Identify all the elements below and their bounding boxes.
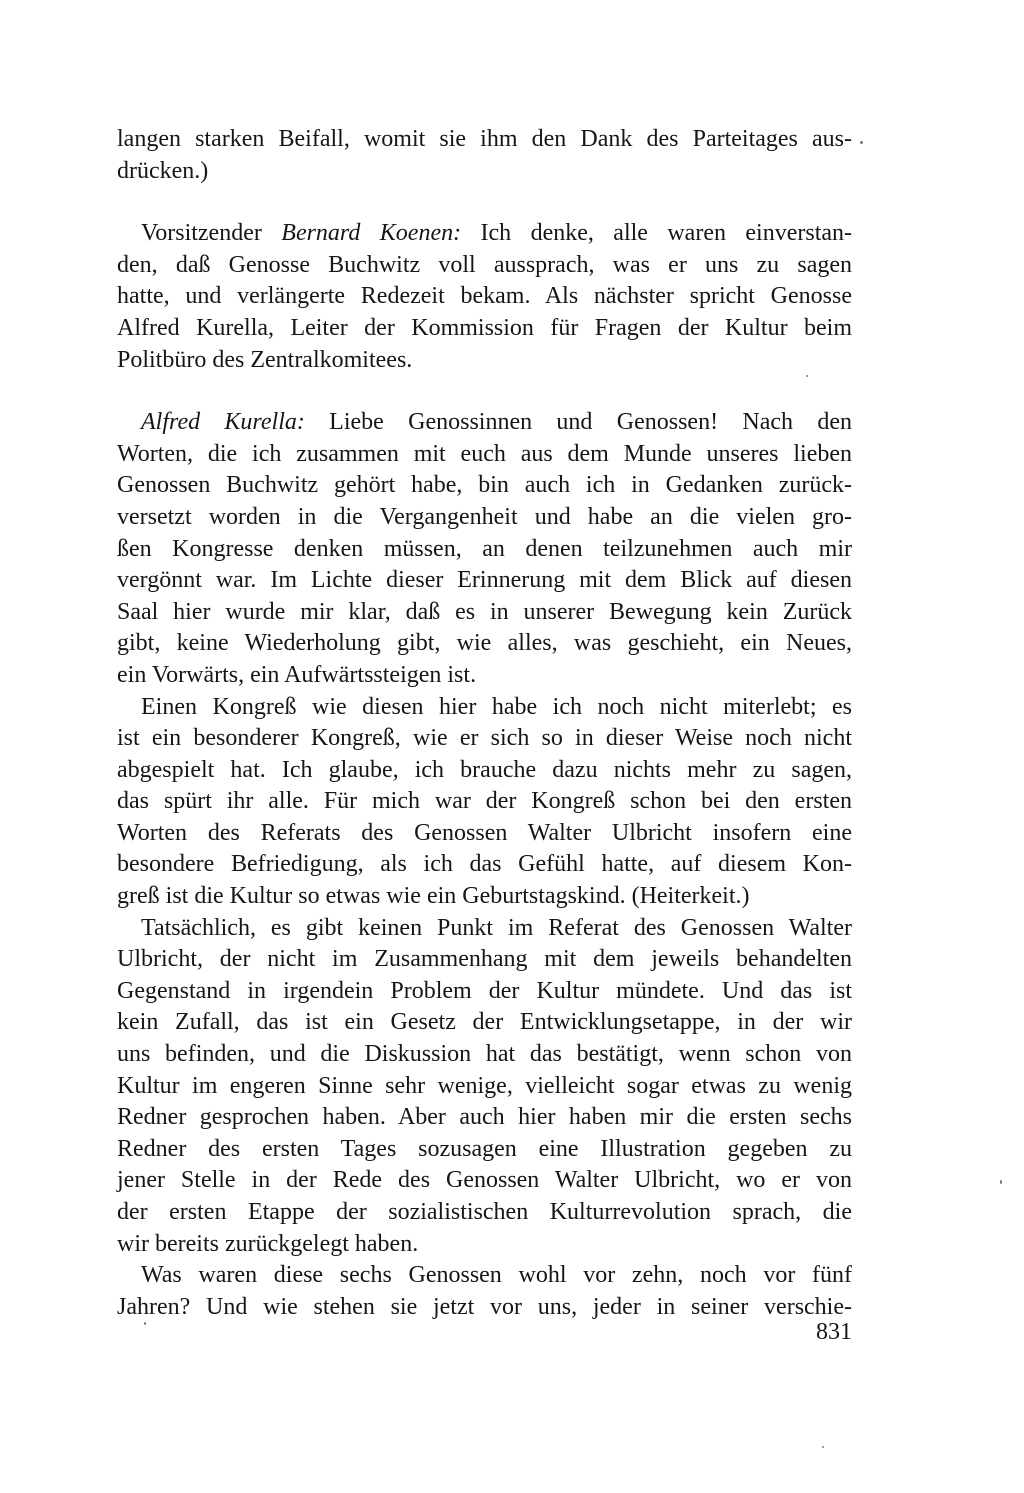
paragraph (117, 1260, 852, 1323)
text-line: das spürt ihr alle. Für mich war der Kongreß schon bei den ersten (117, 788, 852, 815)
scan-speck (822, 1446, 824, 1448)
text-line: Alfred Kurella: Liebe Genossinnen und Genossen! Nach den (141, 409, 852, 436)
text-line: Ulbricht, der nicht im Zusammenhang mit dem jeweils behandelten (117, 946, 852, 973)
text-line: Einen Kongreß wie diesen hier habe ich noch nicht miterlebt; es (141, 693, 852, 720)
text-line: Genossen Buchwitz gehört habe, bin auch ich in Gedanken zurück- (117, 472, 852, 499)
text-line: versetzt worden in die Vergangenheit und habe an die vielen gro- (117, 503, 852, 530)
text-line: greß ist die Kultur so etwas wie ein Geburtstagskind. (Heiterkeit.) (117, 883, 750, 910)
text-line: drücken.) (117, 157, 209, 184)
scan-speck (144, 1322, 146, 1325)
text-line: Saal hier wurde mir klar, daß es in unserer Bewegung kein Zurück (117, 598, 852, 625)
text-line: ein Vorwärts, ein Aufwärtssteigen ist. (117, 661, 477, 688)
text-line: vergönnt war. Im Lichte dieser Erinnerung mit dem Blick auf diesen (117, 567, 852, 594)
text-line: Redner gesprochen haben. Aber auch hier haben mir die ersten sechs (117, 1104, 852, 1131)
text-line: kein Zufall, das ist ein Gesetz der Entwicklungsetappe, in der wir (117, 1009, 852, 1036)
text-line: hatte, und verlängerte Redezeit bekam. Als nächster spricht Genosse (117, 283, 852, 310)
text-line: jener Stelle in der Rede des Genossen Walter Ulbricht, wo er von (117, 1167, 852, 1194)
scan-speck (1000, 1180, 1002, 1184)
scan-speck (860, 141, 863, 144)
paragraph (117, 913, 852, 1261)
text-line: gibt, keine Wiederholung gibt, wie alles, was geschieht, ein Neues, (117, 630, 852, 657)
text-line: uns befinden, und die Diskussion hat das bestätigt, wenn schon von (117, 1041, 852, 1068)
text-line: abgespielt hat. Ich glaube, ich brauche dazu nichts mehr zu sagen, (117, 756, 852, 783)
page-number: 831 (816, 1319, 852, 1345)
text-line: Tatsächlich, es gibt keinen Punkt im Referat des Genossen Walter (141, 914, 852, 941)
text-line: Was waren diese sechs Genossen wohl vor zehn, noch vor fünf (141, 1262, 852, 1289)
paragraph (117, 218, 852, 376)
text-line: Redner des ersten Tages sozusagen eine Illustration gegeben zu (117, 1135, 852, 1162)
paragraph (117, 124, 852, 187)
text-line: Alfred Kurella, Leiter der Kommission für Fragen der Kultur beim (117, 314, 852, 341)
text-line: der ersten Etappe der sozialistischen Kulturrevolution sprach, die (117, 1199, 852, 1225)
text-line: Worten des Referats des Genossen Walter Ulbricht insofern eine (117, 819, 852, 846)
text-line: Jahren? Und wie stehen sie jetzt vor uns, jeder in seiner verschie- (117, 1293, 852, 1320)
text-line: wir bereits zurückgelegt haben. (117, 1230, 419, 1257)
paragraph (117, 407, 852, 691)
scan-speck (806, 375, 808, 377)
text-line: Vorsitzender Bernard Koenen: Ich denke, alle waren einverstan- (141, 220, 853, 247)
paragraph (117, 692, 852, 913)
text-line: besondere Befriedigung, als ich das Gefühl hatte, auf diesem Kon- (117, 851, 852, 878)
text-line: Politbüro des Zentralkomitees. (117, 346, 413, 373)
body-text (117, 124, 852, 1323)
speaker-name: Bernard Koenen: (281, 220, 462, 247)
speaker-name: Alfred Kurella: (141, 409, 305, 436)
text-line: langen starken Beifall, womit sie ihm den Dank des Parteitages aus- (117, 126, 852, 152)
text-line: Gegenstand in irgendein Problem der Kultur mündete. Und das ist (117, 977, 852, 1004)
text-line: Kultur im engeren Sinne sehr wenige, vielleicht sogar etwas zu wenig (117, 1072, 852, 1099)
text-line: ist ein besonderer Kongreß, wie er sich so in dieser Weise noch nicht (117, 725, 852, 752)
text-line: Worten, die ich zusammen mit euch aus dem Munde unseres lieben (117, 440, 852, 467)
text-line: ßen Kongresse denken müssen, an denen teilzunehmen auch mir (117, 535, 852, 562)
text-line: den, daß Genosse Buchwitz voll aussprach, was er uns zu sagen (117, 251, 852, 278)
